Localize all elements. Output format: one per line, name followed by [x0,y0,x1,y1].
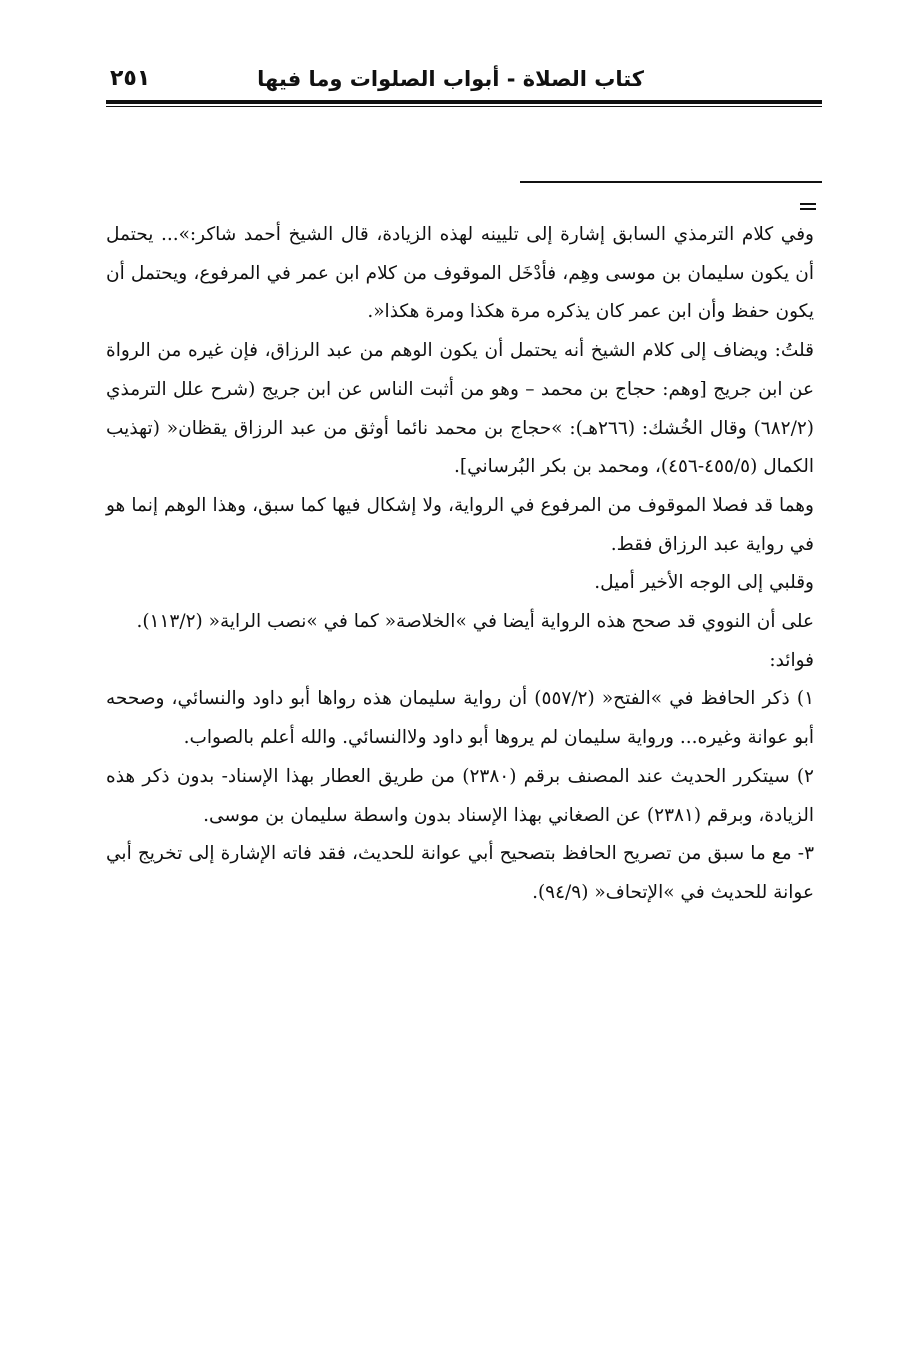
benefits-heading: فوائد: [769,649,814,671]
footnote-separator-rule [520,181,822,183]
paragraph-separation: وهما قد فصلا الموقوف من المرفوع في الرواية، ولا إشكال فيها كما سبق، وهذا الوهم إنما هو في رواية عبد الرزاق فقط. [106,494,814,555]
paragraph-shakir-quote: وفي كلام الترمذي السابق إشارة إلى تليينه لهذه الزيادة، قال الشيخ أحمد شاكر:»... يحتمل أن يكون سليمان بن موسى وهِم، فأدْخَل الموقوف من كلام ابن عمر في المرفوع، ويحتمل أن يكون حفظ وأن ابن عمر كان يذكره مرة هكذا ومرة هكذا«. [106,224,814,323]
paragraph-preference: وقلبي إلى الوجه الأخير أميل. [594,572,814,594]
running-title: كتاب الصلاة - أبواب الصلوات وما فيها [257,67,644,91]
equals-mark [800,203,816,211]
paragraph-author-note: قلتُ: ويضاف إلى كلام الشيخ أنه يحتمل أن يكون الوهم من عبد الرزاق، فإن غيره من الرواة عن ابن جريج [وهم: حجاج بن محمد – وهو من أثبت الناس عن ابن جريج (شرح علل الترمذي (٦٨٢/٢) وقال الخُشك: (٢٦٦هـ): »حجاج بن محمد نائما أوثق من عبد الرزاق يقظان« (تهذيب الكمال (٤٥٥/٥-٤٥٦)، ومحمد بن بكر البُرساني]. [106,340,814,478]
page-header [106,62,822,102]
benefit-3: ٣- مع ما سبق من تصريح الحافظ بتصحيح أبي عوانة للحديث، فقد فاته الإشارة إلى تخريج أبي عوانة للحديث في »الإتحاف« (٩٤/٩). [106,843,814,903]
benefit-1: ١) ذكر الحافظ في »الفتح« (٥٥٧/٢) أن رواية سليمان هذه رواها أبو داود والنسائي، وصححه أبو عوانة وغيره... ورواية سليمان لم يروها أبو داود ولاالنسائي. والله أعلم بالصواب. [106,688,814,749]
benefit-2: ٢) سيتكرر الحديث عند المصنف برقم (٢٣٨٠) من طريق العطار بهذا الإسناد- بدون ذكر هذه الزيادة، وبرقم (٢٣٨١) عن الصغاني بهذا الإسناد بدون واسطة سليمان بن موسى. [106,765,814,826]
body-text [106,216,814,913]
header-rule [106,100,822,104]
page-number: ٢٥١ [110,66,151,91]
paragraph-nawawi: على أن النووي قد صحح هذه الرواية أيضا في »الخلاصة« كما في »نصب الراية« (١١٣/٢). [136,611,814,633]
header-rule-thin [106,106,822,107]
